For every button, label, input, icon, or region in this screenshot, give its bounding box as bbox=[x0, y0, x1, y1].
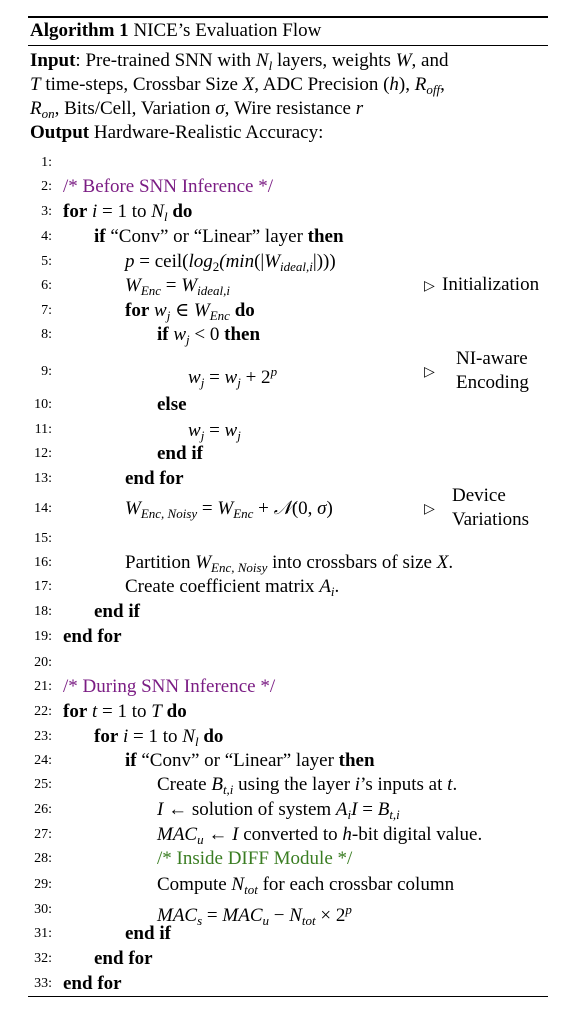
code-line-26: I ← solution of system $A_iI = B_{t,i}$ bbox=[157, 799, 400, 822]
code-line-7: for $w_j$ ∈ $W_{Enc}$ do bbox=[125, 300, 255, 323]
line-number: 2: bbox=[41, 179, 52, 194]
code-line-24 bbox=[125, 750, 375, 772]
text-to: to bbox=[127, 201, 152, 222]
line-number: 17: bbox=[34, 579, 52, 594]
triangle-icon: ▷ bbox=[424, 279, 435, 294]
text-to: to bbox=[127, 701, 152, 722]
note-encoding: Encoding bbox=[456, 372, 529, 393]
text-compute: Compute bbox=[157, 874, 232, 895]
input-text: time-steps, Crossbar Size bbox=[40, 74, 243, 95]
text-solution: solution of system bbox=[187, 799, 336, 820]
text-create: Create bbox=[157, 774, 212, 795]
kw-if: if bbox=[94, 226, 106, 247]
code-line-11: $w_j = w_j$ bbox=[188, 420, 241, 443]
kw-for: for bbox=[63, 701, 88, 722]
line-number: 22: bbox=[34, 704, 52, 719]
triangle-icon: ▷ bbox=[424, 365, 435, 380]
input-text: , Wire resistance bbox=[224, 98, 356, 119]
kw-do: do bbox=[172, 201, 193, 222]
note-ni-aware: NI-aware bbox=[456, 348, 528, 369]
line-number: 5: bbox=[41, 254, 52, 269]
line-number: 24: bbox=[34, 753, 52, 768]
code-line-12 bbox=[157, 443, 203, 465]
line-number: 3: bbox=[41, 204, 52, 219]
text-crossbar-column: for each crossbar column bbox=[257, 874, 455, 895]
layer-condition: “Conv” or “Linear” layer bbox=[136, 750, 339, 771]
text-inputs-at: ’s inputs at bbox=[360, 774, 448, 795]
code-line-14: $W_{Enc, Noisy} = W_{Enc}$ + 𝒩(0, σ) bbox=[125, 498, 333, 521]
line-number: 18: bbox=[34, 604, 52, 619]
kw-for: for bbox=[63, 201, 88, 222]
code-line-32 bbox=[94, 948, 153, 970]
code-line-30: $MAC_s = MAC_u - N_{tot} \times 2^p$ bbox=[157, 902, 352, 928]
line-number: 10: bbox=[34, 397, 52, 412]
line-number: 11: bbox=[34, 422, 52, 437]
code-line-13 bbox=[125, 468, 184, 490]
kw-for: for bbox=[125, 300, 150, 321]
kw-then: then bbox=[338, 750, 375, 771]
code-line-16: Partition $W_{Enc, Noisy}$ into crossbars of size X. bbox=[125, 552, 454, 575]
text-partition-b: into crossbars of size bbox=[267, 552, 437, 573]
code-line-6: $W_{Enc} = W_{ideal,i}$ bbox=[125, 275, 230, 298]
code-line-27: $MAC_u$ ← I converted to h-bit digital value. bbox=[157, 824, 483, 847]
line-number: 9: bbox=[41, 364, 52, 379]
input-text: : Pre-trained SNN with bbox=[75, 50, 256, 71]
text-bit-value: -bit digital value. bbox=[351, 824, 483, 845]
kw-then: then bbox=[307, 226, 344, 247]
line-number: 31: bbox=[34, 926, 52, 941]
kw-end-if: end if bbox=[125, 923, 171, 944]
text-partition: Partition bbox=[125, 552, 196, 573]
code-line-33 bbox=[63, 973, 122, 995]
line-number: 30: bbox=[34, 902, 52, 917]
input-text: ), bbox=[398, 74, 415, 95]
caption-rule bbox=[28, 45, 548, 46]
triangle-icon: ▷ bbox=[424, 502, 435, 517]
line-number: 6: bbox=[41, 278, 52, 293]
comment-diff-module: /* Inside DIFF Module */ bbox=[157, 848, 353, 869]
kw-end-if: end if bbox=[157, 443, 203, 464]
line-number: 25: bbox=[34, 777, 52, 792]
line-number: 21: bbox=[34, 679, 52, 694]
algorithm-caption bbox=[30, 20, 321, 42]
input-label: Input bbox=[30, 50, 76, 71]
kw-do: do bbox=[234, 300, 255, 321]
line-number: 26: bbox=[34, 802, 52, 817]
note-variations: Variations bbox=[452, 509, 530, 530]
note-initialization: Initialization bbox=[442, 274, 540, 295]
code-line-5: $p = ceil(\log_2(\min(|W_{ideal,i}|)))$ bbox=[125, 251, 336, 274]
code-line-17: Create coefficient matrix $A_i$. bbox=[125, 576, 340, 599]
kw-end-for: end for bbox=[63, 973, 122, 994]
top-rule bbox=[28, 16, 548, 18]
input-text: , ADC Precision ( bbox=[254, 74, 390, 95]
line-number: 29: bbox=[34, 877, 52, 892]
caption-title: NICE’s Evaluation Flow bbox=[133, 20, 322, 41]
kw-end-for: end for bbox=[63, 626, 122, 647]
line-number: 7: bbox=[41, 303, 52, 318]
note-device: Device bbox=[452, 485, 506, 506]
bottom-rule bbox=[28, 996, 548, 997]
kw-do: do bbox=[203, 726, 224, 747]
code-line-29: Compute $N_{tot}$ for each crossbar column bbox=[157, 874, 455, 897]
input-text: , Bits/Cell, Variation bbox=[54, 98, 216, 119]
code-line-4 bbox=[94, 226, 344, 248]
code-line-19 bbox=[63, 626, 122, 648]
code-line-18 bbox=[94, 601, 140, 623]
code-line-10 bbox=[157, 394, 187, 416]
kw-then: then bbox=[224, 324, 261, 345]
output-text: Hardware-Realistic Accuracy: bbox=[89, 122, 324, 143]
input-line-2: T time-steps, Crossbar Size X, ADC Precision (h), $R_{off}$, bbox=[30, 74, 445, 97]
code-line-8: if $w_j < 0$ then bbox=[157, 324, 261, 347]
input-text: , and bbox=[411, 50, 449, 71]
kw-for: for bbox=[94, 726, 119, 747]
code-line-9: $w_j = w_j + 2^p$ bbox=[188, 364, 278, 390]
line-number: 4: bbox=[41, 229, 52, 244]
line-number: 15: bbox=[34, 531, 52, 546]
line-number: 33: bbox=[34, 976, 52, 991]
code-line-23: for i = 1 to $N_l$ do bbox=[94, 726, 224, 749]
line-number: 32: bbox=[34, 951, 52, 966]
kw-do: do bbox=[166, 701, 187, 722]
comment-during-inference: /* During SNN Inference */ bbox=[63, 676, 276, 697]
line-number: 14: bbox=[34, 501, 52, 516]
input-line-3: $R_{on}$, Bits/Cell, Variation σ, Wire resistance r bbox=[30, 98, 364, 121]
line-number: 13: bbox=[34, 471, 52, 486]
kw-if: if bbox=[125, 750, 137, 771]
text-to: to bbox=[158, 726, 183, 747]
layer-condition: “Conv” or “Linear” layer bbox=[105, 226, 308, 247]
line-number: 8: bbox=[41, 327, 52, 342]
output-line bbox=[30, 122, 323, 144]
line-number: 27: bbox=[34, 827, 52, 842]
kw-end-for: end for bbox=[94, 948, 153, 969]
line-number: 19: bbox=[34, 629, 52, 644]
caption-label: Algorithm 1 bbox=[30, 20, 129, 41]
text-using-layer: using the layer bbox=[233, 774, 355, 795]
code-line-25: Create $B_{t,i}$ using the layer i’s inputs at t. bbox=[157, 774, 458, 797]
line-number: 28: bbox=[34, 851, 52, 866]
text-converted: converted to bbox=[238, 824, 343, 845]
code-line-22: for t = 1 to T do bbox=[63, 701, 187, 722]
line-number: 20: bbox=[34, 655, 52, 670]
input-text: layers, weights bbox=[272, 50, 396, 71]
line-number: 12: bbox=[34, 446, 52, 461]
kw-end-if: end if bbox=[94, 601, 140, 622]
text-ceil: = ceil( bbox=[134, 251, 189, 272]
line-number: 16: bbox=[34, 555, 52, 570]
comment-before-inference: /* Before SNN Inference */ bbox=[63, 176, 273, 197]
output-label: Output bbox=[30, 122, 90, 143]
code-line-3: for i = 1 to $N_l$ do bbox=[63, 201, 193, 224]
input-line-1: Input: Pre-trained SNN with $N_l$ layers, weights W, and bbox=[30, 50, 449, 73]
line-number: 23: bbox=[34, 729, 52, 744]
line-number: 1: bbox=[41, 155, 52, 170]
kw-end-for: end for bbox=[125, 468, 184, 489]
code-line-31 bbox=[125, 923, 171, 945]
text-create-coef: Create coefficient matrix bbox=[125, 576, 320, 597]
kw-else: else bbox=[157, 394, 187, 415]
kw-if: if bbox=[157, 324, 169, 345]
